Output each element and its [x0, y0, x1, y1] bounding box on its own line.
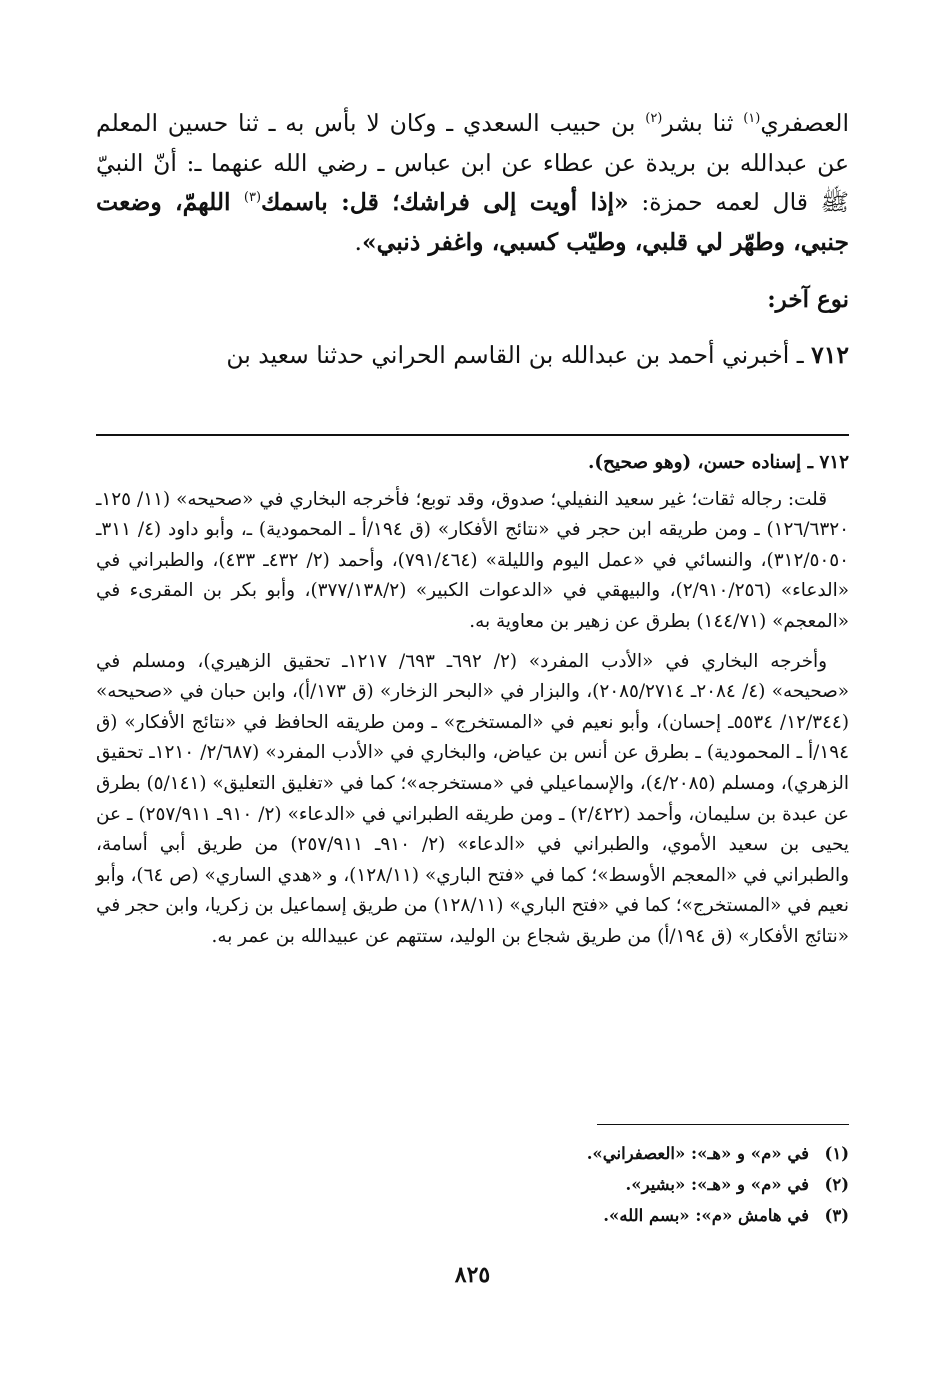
footnote [96, 1169, 849, 1200]
footnote [96, 1138, 849, 1169]
text-run: العصفري [760, 109, 849, 137]
text-run: ثنا بشر [662, 109, 744, 137]
commentary-paragraph: وأخرجه البخاري في «الأدب المفرد» (٢/ ٦٩٢ـ ٦٩٣/ ١٢١٧ـ تحقيق الزهيري)، ومسلم في «صحيحه» (٤/ ٢٠٨٤ـ ٢٠٨٥/٢٧١٤)، والبزار في «البحر الزخار» (ق ١٧٣/أ)، وابن حبان في «صحيحه» (١٢/٣٤٤/ ٥٥٣٤ـ إحسان)، وأبو نعيم في «المستخرج» ـ ومن طريقه الحافظ في «نتائج الأفكار» (ق ١٩٤/أ ـ المحمودية) ـ بطرق عن أنس بن عياض، والبخاري في «الأدب المفرد» (٢/٦٨٧/ ١٢١٠ـ تحقيق الزهري)، ومسلم (٤/٢٠٨٥)، والإسماعيلي في «مستخرجه»؛ كما في «تغليق التعليق» (٥/١٤١) بطرق عن عبدة بن سليمان، وأحمد (٢/٤٢٢) ـ ومن طريقه الطبراني في «الدعاء» (٢/ ٩١٠ـ ٢٥٧/٩١١) ـ عن يحيى بن سعيد الأموي، والطبراني في «الدعاء» (٢/ ٩١٠ـ ٢٥٧/٩١١) من طريق أبي أسامة، والطبراني في «المعجم الأوسط»؛ كما في «فتح الباري» (١٢٨/١١)، و «هدي الساري» (ص ٦٤)، وأبو نعيم في «المستخرج»؛ كما في «فتح الباري» (١٢٨/١١) من طريق إسماعيل بن زكريا، وابن حجر في «نتائج الأفكار» (ق ١٩٤/أ) من طريق شجاع بن الوليد، ستتهم عن عبيدالله بن عمر به. [96, 650, 850, 947]
page-number: ٨٢٥ [454, 1262, 491, 1288]
hadith-number: ٧١٢ [811, 340, 849, 369]
main-text [96, 104, 849, 375]
footnote-rule [597, 1124, 849, 1125]
prophetic-text: اللهمّ، وضعت جنبي، وطهّر لي قلبي، وطيّب كسبي، واغفر ذنبي» [96, 188, 849, 256]
commentary-paragraph: قلت: رجاله ثقات؛ غير سعيد النفيلي؛ صدوق، وقد توبع؛ فأخرجه البخاري في «صحيحه» (١١/ ١٢٥ـ ١٢٦/٦٣٢٠) ـ ومن طريقه ابن حجر في «نتائج الأفكار» (ق ١٩٤/أ ـ المحمودية) ـ، وأبو داود (٤/ ٣١١ـ ٣١٢/٥٠٥٠)، والنسائي في «عمل اليوم والليلة» (٧٩١/٤٦٤)، وأحمد (٢/ ٤٣٢ـ ٤٣٣)، والطبراني في «الدعاء» (٢/٩١٠/٢٥٦)، والبيهقي في «الدعوات الكبير» (٣٧٧/١٣٨/٢)، وأبو بكر بن المقرىء في «المعجم» (١٤٤/٧١) بطرق عن زهير بن معاوية به. [96, 488, 850, 632]
separator-rule [96, 434, 849, 436]
footnote-ref-1: (١) [743, 111, 761, 127]
commentary [96, 448, 849, 953]
text-run: . [354, 227, 362, 256]
prophetic-text: «إذا أويت إلى فراشك؛ قل: باسمك [261, 188, 629, 216]
footnote-number: (١) [824, 1144, 849, 1163]
footnote [96, 1200, 849, 1231]
footnote-ref-2: (٢) [645, 111, 663, 127]
footnote-text: في هامش «م»: «بسم الله». [603, 1206, 809, 1225]
hadith-continuation-paragraph [96, 104, 849, 262]
footnote-ref-3: (٣) [243, 190, 262, 206]
footnotes [96, 1138, 849, 1231]
footnote-number: (٣) [824, 1206, 849, 1225]
hadith-start-paragraph [96, 336, 849, 376]
section-heading: نوع آخر: [767, 286, 849, 313]
footnote-text: في «م» و «هـ»: «العصفراني». [586, 1144, 809, 1163]
commentary-title: ٧١٢ ـ إسناده حسن، (وهو صحيح). [587, 452, 849, 473]
footnote-text: في «م» و «هـ»: «بشير». [625, 1175, 809, 1194]
footnote-number: (٢) [824, 1175, 849, 1194]
text-run: ـ أخبرني أحمد بن عبدالله بن القاسم الحراني حدثنا سعيد بن [226, 340, 812, 369]
text-run: بن حبيب السعدي ـ وكان لا بأس به ـ ثنا حسين المعلم عن عبدالله بن بريدة عن عطاء عن ابن عباس ـ رضي الله عنهما ـ: أنّ النبيّ ﷺ قال لعمه حمزة: [96, 109, 849, 216]
